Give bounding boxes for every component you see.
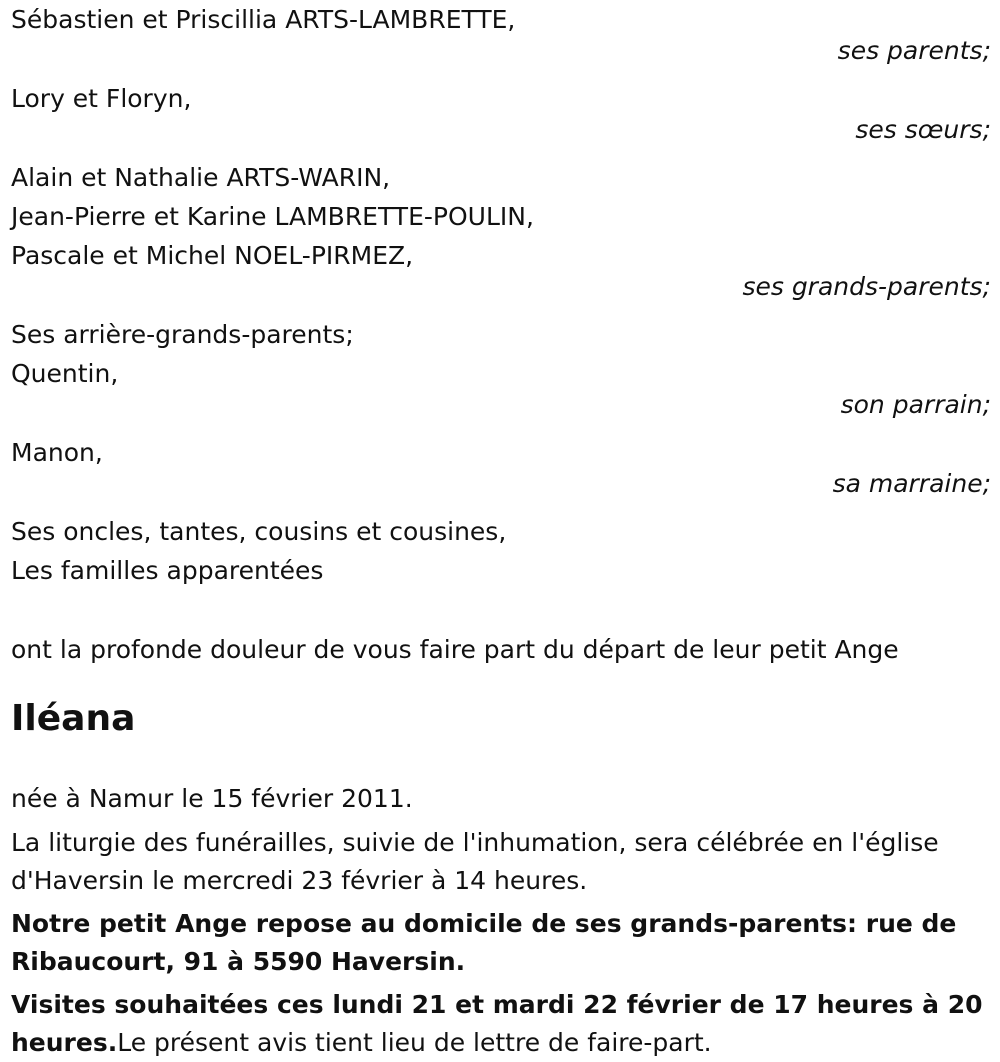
godfather-role: son parrain; [840, 390, 991, 419]
parents-line: Sébastien et Priscillia ARTS-LAMBRETTE, [11, 5, 516, 34]
grandparents-line-3: Pascale et Michel NOEL-PIRMEZ, [11, 241, 414, 270]
parents-role: ses parents; [837, 36, 991, 65]
relatives-line-2: Les familles apparentées [11, 556, 324, 585]
sisters-line: Lory et Floryn, [11, 84, 192, 113]
great-grandparents-line: Ses arrière-grands-parents; [11, 320, 354, 349]
closing-note: Le présent avis tient lieu de lettre de faire-part. [117, 1028, 712, 1057]
grandparents-role: ses grands-parents; [742, 272, 991, 301]
visits-info: Visites souhaitées ces lundi 21 et mardi 22 février de 17 heures à 20 heures. [11, 990, 983, 1057]
funeral-info: La liturgie des funérailles, suivie de l'inhumation, sera célébrée en l'église d'Haversin le mercredi 23 février à 14 heures. [11, 828, 939, 895]
grandparents-line-1: Alain et Nathalie ARTS-WARIN, [11, 163, 391, 192]
godfather-line: Quentin, [11, 359, 119, 388]
visits-paragraph [11, 986, 991, 1062]
rest-place-info: Notre petit Ange repose au domicile de ses grands-parents: rue de Ribaucourt, 91 à 5590 Haversin. [11, 909, 957, 976]
deceased-name: Iléana [11, 698, 136, 739]
godmother-role: sa marraine; [832, 469, 991, 498]
grandparents-line-2: Jean-Pierre et Karine LAMBRETTE-POULIN, [11, 202, 534, 231]
relatives-line-1: Ses oncles, tantes, cousins et cousines, [11, 517, 507, 546]
sisters-role: ses sœurs; [855, 115, 991, 144]
godmother-line: Manon, [11, 438, 103, 467]
birth-info: née à Namur le 15 février 2011. [11, 784, 413, 813]
announcement: ont la profonde douleur de vous faire part du départ de leur petit Ange [11, 635, 899, 664]
